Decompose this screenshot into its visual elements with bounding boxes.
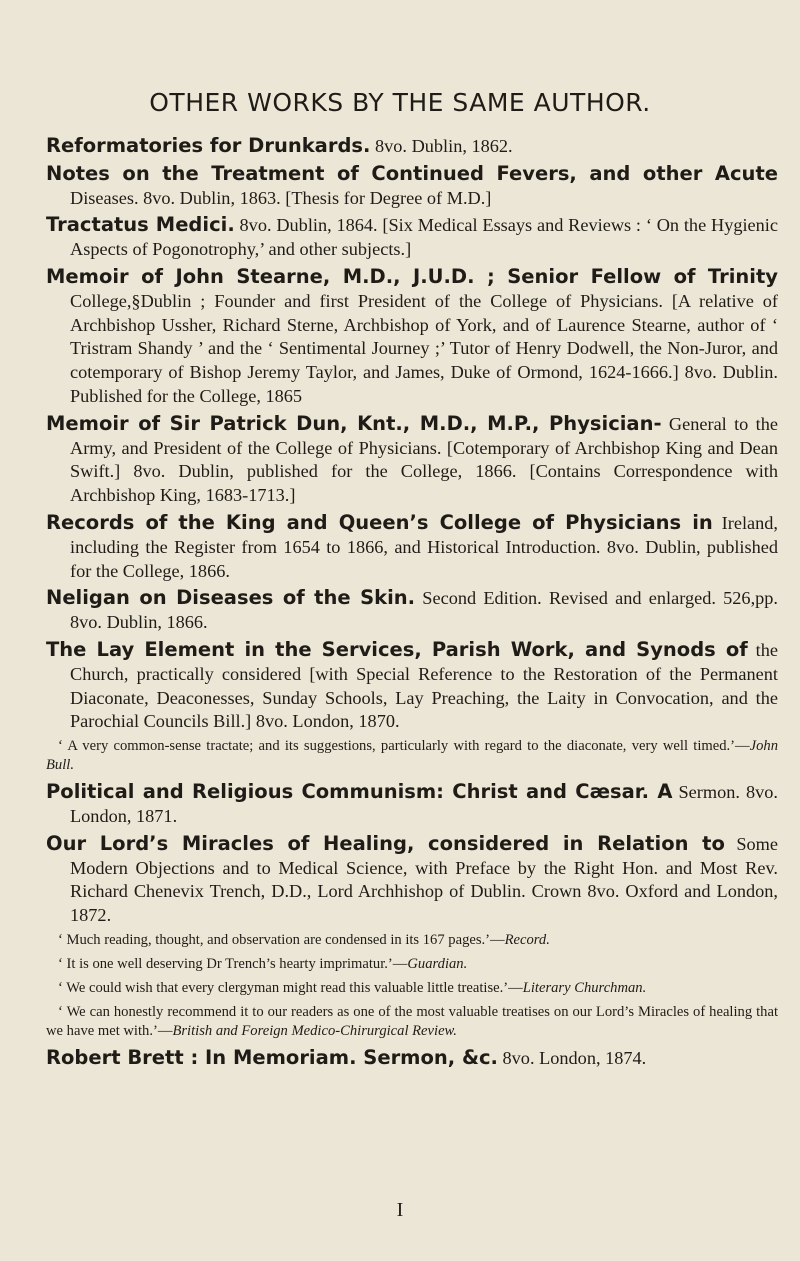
quote-text: ‘ It is one well deserving Dr Trench’s hearty imprimatur.’— (58, 955, 408, 972)
entry-details: 8vo. Dublin, 1862. (370, 136, 513, 156)
quote-source: Record. (504, 931, 550, 948)
quote-text: ‘ We could wish that every clergyman might read this valuable little treatise.’— (58, 979, 523, 996)
entry-memoir-dun (46, 412, 778, 508)
works-list (46, 134, 778, 1074)
entry-title: Memoir of John Stearne, M.D., J.U.D. ; Senior Fellow of Trinity (46, 264, 778, 288)
entry-records-college (46, 511, 778, 583)
entry-tractatus-medici (46, 213, 778, 262)
entry-political-communism (46, 780, 778, 829)
entry-title: The Lay Element in the Services, Parish Work, and Synods of (46, 637, 748, 661)
entry-details: Sermon. 8vo. London, 1871. (70, 782, 778, 826)
quote-source: British and Foreign Medico-Chirurgical Review. (172, 1022, 457, 1039)
page-folio: I (396, 1199, 404, 1221)
entry-continued-fevers (46, 162, 778, 211)
entry-memoir-stearne (46, 265, 778, 409)
page-heading: OTHER WORKS BY THE SAME AUTHOR. (149, 88, 651, 117)
review-quote (46, 1003, 778, 1041)
entry-details: 8vo. London, 1874. (497, 1047, 647, 1068)
entry-title: Notes on the Treatment of Continued Fevers, and other Acute (46, 161, 778, 185)
entry-title: Neligan on Diseases of the Skin. (46, 586, 416, 610)
entry-reformatories (46, 134, 778, 159)
entry-title: Memoir of Sir Patrick Dun, Knt., M.D., M.P., Physician- (46, 411, 662, 435)
entry-title: Our Lord’s Miracles of Healing, considered in Relation to (46, 831, 725, 855)
entry-miracles-healing (46, 832, 778, 928)
review-quote (46, 979, 778, 998)
review-quote (46, 931, 778, 950)
quote-text: ‘ A very common-sense tractate; and its suggestions, particularly with regard to the diaconate, very well timed.’— (58, 738, 750, 755)
entry-neligan (46, 586, 778, 635)
entry-robert-brett (46, 1046, 778, 1071)
entry-details: College,§Dublin ; Founder and first President of the College of Physicians. [A relative of Archbishop Ussher, Richard Sterne, Archbishop of York, and of Laurence Stearne, author of ‘ Tristram Shandy ’ and the ‘ Sentimental Journey ;’ Tutor of Henry Dodwell, the Non-Juror, and cotemporary of Bishop Jeremy Taylor, and James, Duke of Ormond, 1624-1666.] 8vo. Dublin. Published for the College, 1865 (70, 290, 778, 406)
entry-details: 8vo. Dublin, 1864. [Six Medical Essays and Reviews : ‘ On the Hygienic Aspects of Pogonotrophy,’ and other subjects.] (70, 215, 779, 260)
quote-text: ‘ We can honestly recommend it to our readers as one of the most valuable treatises on our Lord’s Miracles of healing that we have met with.’— (46, 1003, 778, 1039)
quote-source: Guardian. (407, 955, 468, 972)
entry-title: Reformatories for Drunkards. (46, 134, 371, 157)
entry-details: Diseases. 8vo. Dublin, 1863. [Thesis for Degree of M.D.] (70, 187, 492, 208)
quote-source: Literary Churchman. (522, 979, 647, 996)
entry-details: Ireland, including the Register from 1654 to 1866, and Historical Introduction. 8vo. Dublin, published for the College, 1866. (70, 512, 779, 581)
entry-details: Second Edition. Revised and enlarged. 526,pp. 8vo. Dublin, 1866. (70, 588, 778, 633)
review-quote (46, 955, 778, 974)
entry-lay-element (46, 638, 778, 734)
entry-details: the Church, practically considered [with Special Reference to the Restoration of the Permanent Diaconate, Deaconesses, Sunday Schools, Lay Preaching, the Laity in Convocation, and the Parochial Councils Bill.] 8vo. London, 1870. (70, 639, 779, 732)
review-quote (46, 737, 778, 775)
quote-source: John Bull. (46, 738, 778, 774)
quote-text: ‘ Much reading, thought, and observation are condensed in its 167 pages.’— (58, 931, 505, 948)
entry-title: Robert Brett : In Memoriam. Sermon, &c. (46, 1045, 498, 1069)
entry-details: General to the Army, and President of the College of Physicians. [Cotemporary of Archbishop King and Dean Swift.] 8vo. Dublin, published for the College, 1866. [Contains Correspondence with Archbishop King, 1683-1713.] (70, 413, 778, 506)
entry-title: Political and Religious Communism: Christ and Cæsar. A (46, 780, 673, 804)
entry-details: Some Modern Objections and to Medical Science, with Preface by the Right Hon. and Most Rev. Richard Chenevix Trench, D.D., Lord Archhishop of Dublin. Crown 8vo. Oxford and London, 1872. (70, 833, 778, 926)
entry-title: Tractatus Medici. (46, 213, 235, 237)
entry-title: Records of the King and Queen’s College of Physicians in (46, 510, 713, 534)
